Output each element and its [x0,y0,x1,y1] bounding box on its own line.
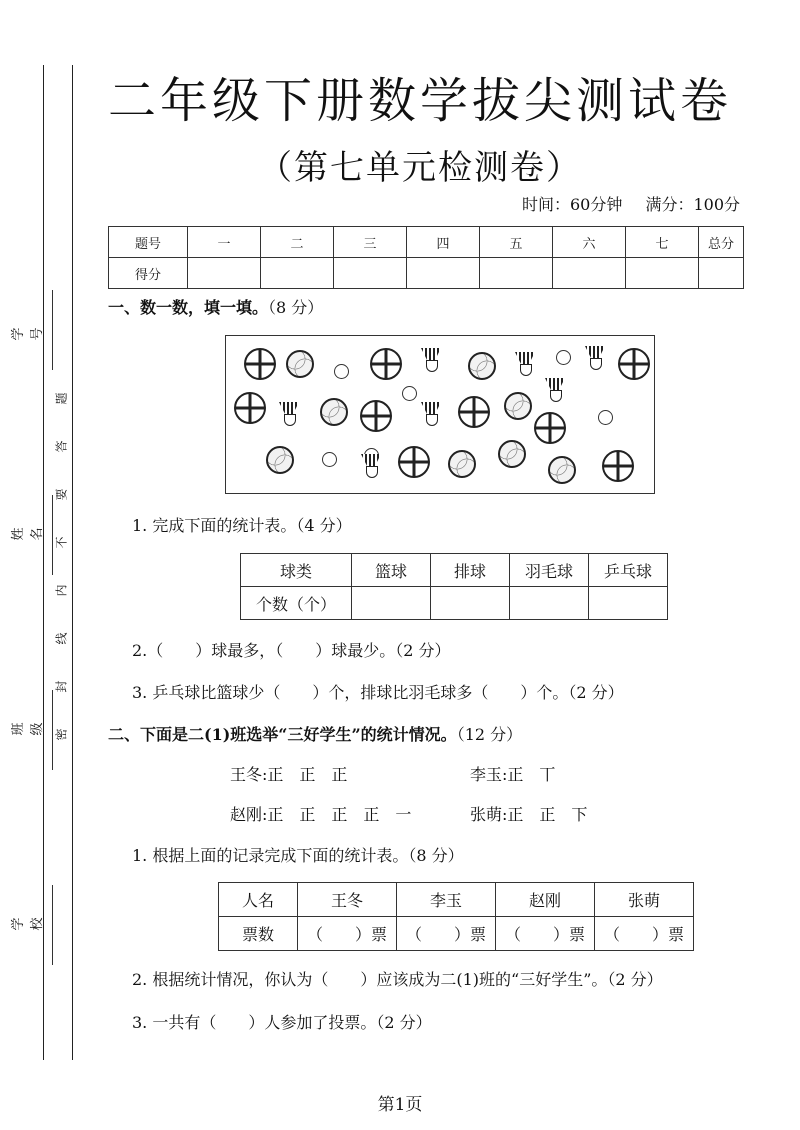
score-table-header-row [109,227,744,258]
section2-question3: 3. 一共有（ ）人参加了投票。（2 分） [132,1013,432,1032]
vote-table-header-cell: 王冬 [298,883,397,917]
vote-table-count-row [219,917,694,951]
score-header-cell: 四 [407,227,480,258]
ball-count-input[interactable] [510,587,589,620]
seal-char: 线 [54,632,69,645]
section2-title: 二、下面是二(1)班选举“三好学生”的统计情况。（12 分） [108,725,523,744]
ball-count-input[interactable] [352,587,431,620]
score-row-label: 得分 [109,258,188,289]
score-table [108,226,744,289]
score-input-cell[interactable] [626,258,699,289]
ball-table-header-cell: 球类 [241,554,352,587]
name-label: 姓名 [11,527,45,541]
section2-question2: 2. 根据统计情况，你认为（ ）应该成为二(1)班的“三好学生”。（2 分） [132,970,663,989]
class-label: 班级 [11,722,45,736]
pingpong-ball-icon [334,364,349,379]
vote-table-header-cell: 李玉 [397,883,496,917]
shuttlecock-icon [360,454,382,478]
shuttlecock-icon [544,378,566,402]
vote-count-input[interactable]: （ ）票 [496,917,595,951]
shuttlecock-icon [420,402,442,426]
section1-title: 一、数一数，填一填。（8 分） [108,298,324,317]
vote-table-row-label: 票数 [219,917,298,951]
score-input-cell[interactable] [407,258,480,289]
seal-char: 要 [54,488,69,501]
volleyball-icon [266,446,294,474]
ball-table-count-row [241,587,668,620]
class-field[interactable] [11,690,54,770]
score-header-cell: 七 [626,227,699,258]
ball-table-header-cell: 乒乓球 [589,554,668,587]
volleyball-icon [548,456,576,484]
basketball-icon [458,396,490,428]
score-header-cell: 五 [480,227,553,258]
ball-count-input[interactable] [431,587,510,620]
section1-question3: 3. 乒乓球比篮球少（ ）个，排球比羽毛球多（ ）个。（2 分） [132,683,624,702]
section2-question1: 1. 根据上面的记录完成下面的统计表。（8 分） [132,846,464,865]
seal-char: 题 [54,392,69,405]
tally-wangdong: 王冬:正 正 正 [230,765,348,784]
shuttlecock-icon [420,348,442,372]
ball-table-header-cell: 排球 [431,554,510,587]
shuttlecock-icon [514,352,536,376]
score-header-cell: 题号 [109,227,188,258]
margin-line-outer [72,65,73,1060]
vote-count-input[interactable]: （ ）票 [397,917,496,951]
ball-table-header-cell: 羽毛球 [510,554,589,587]
ball-count-table [240,553,668,620]
volleyball-icon [468,352,496,380]
student-number-field[interactable] [11,290,54,370]
volleyball-icon [498,440,526,468]
tally-zhaogang: 赵刚:正 正 正 正 一 [230,805,412,824]
ball-count-input[interactable] [589,587,668,620]
pingpong-ball-icon [402,386,417,401]
vote-table-header-cell: 人名 [219,883,298,917]
score-header-cell: 一 [188,227,261,258]
score-input-cell[interactable] [261,258,334,289]
vote-table-header-row [219,883,694,917]
seal-char: 内 [54,584,69,597]
student-number-label: 学号 [11,327,45,341]
basketball-icon [398,446,430,478]
ball-table-row-label: 个数（个） [241,587,352,620]
section1-question2: 2.（ ）球最多，（ ）球最少。（2 分） [132,641,451,660]
vote-count-input[interactable]: （ ）票 [595,917,694,951]
name-field[interactable] [11,495,54,575]
basketball-icon [360,400,392,432]
exam-time: 时间：60分钟 [521,195,623,214]
section1-question1: 1. 完成下面的统计表。（4 分） [132,516,352,535]
score-header-cell: 二 [261,227,334,258]
seal-char: 答 [54,440,69,453]
binding-margin [0,0,80,1130]
score-input-cell[interactable] [480,258,553,289]
tally-zhangmeng: 张萌:正 正 下 [470,805,588,824]
basketball-icon [602,450,634,482]
volleyball-icon [504,392,532,420]
page-number: 第1页 [377,1095,423,1115]
ball-table-header-row [241,554,668,587]
score-input-cell[interactable] [553,258,626,289]
score-header-cell: 三 [334,227,407,258]
volleyball-icon [320,398,348,426]
seal-char: 封 [54,680,69,693]
basketball-icon [370,348,402,380]
score-table-score-row [109,258,744,289]
page-subtitle: （第七单元检测卷） [258,148,582,188]
score-header-cell: 六 [553,227,626,258]
vote-count-table [218,882,694,951]
ball-table-header-cell: 篮球 [352,554,431,587]
balls-picture [225,335,655,494]
basketball-icon [618,348,650,380]
school-field[interactable] [11,885,54,965]
basketball-icon [534,412,566,444]
tally-liyu: 李玉:正 丅 [470,765,556,784]
exam-meta [504,192,740,215]
volleyball-icon [286,350,314,378]
page-title: 二年级下册数学拔尖测试卷 [107,73,732,129]
vote-table-header-cell: 张萌 [595,883,694,917]
pingpong-ball-icon [322,452,337,467]
score-input-cell[interactable] [699,258,744,289]
exam-full-score: 满分：100分 [645,195,740,214]
score-input-cell[interactable] [188,258,261,289]
basketball-icon [234,392,266,424]
seal-char: 密 [54,728,69,741]
seal-char: 不 [54,536,69,549]
score-input-cell[interactable] [334,258,407,289]
pingpong-ball-icon [598,410,613,425]
score-header-cell: 总分 [699,227,744,258]
vote-count-input[interactable]: （ ）票 [298,917,397,951]
pingpong-ball-icon [556,350,571,365]
basketball-icon [244,348,276,380]
shuttlecock-icon [584,346,606,370]
volleyball-icon [448,450,476,478]
shuttlecock-icon [278,402,300,426]
school-label: 学校 [11,917,45,931]
vote-table-header-cell: 赵刚 [496,883,595,917]
